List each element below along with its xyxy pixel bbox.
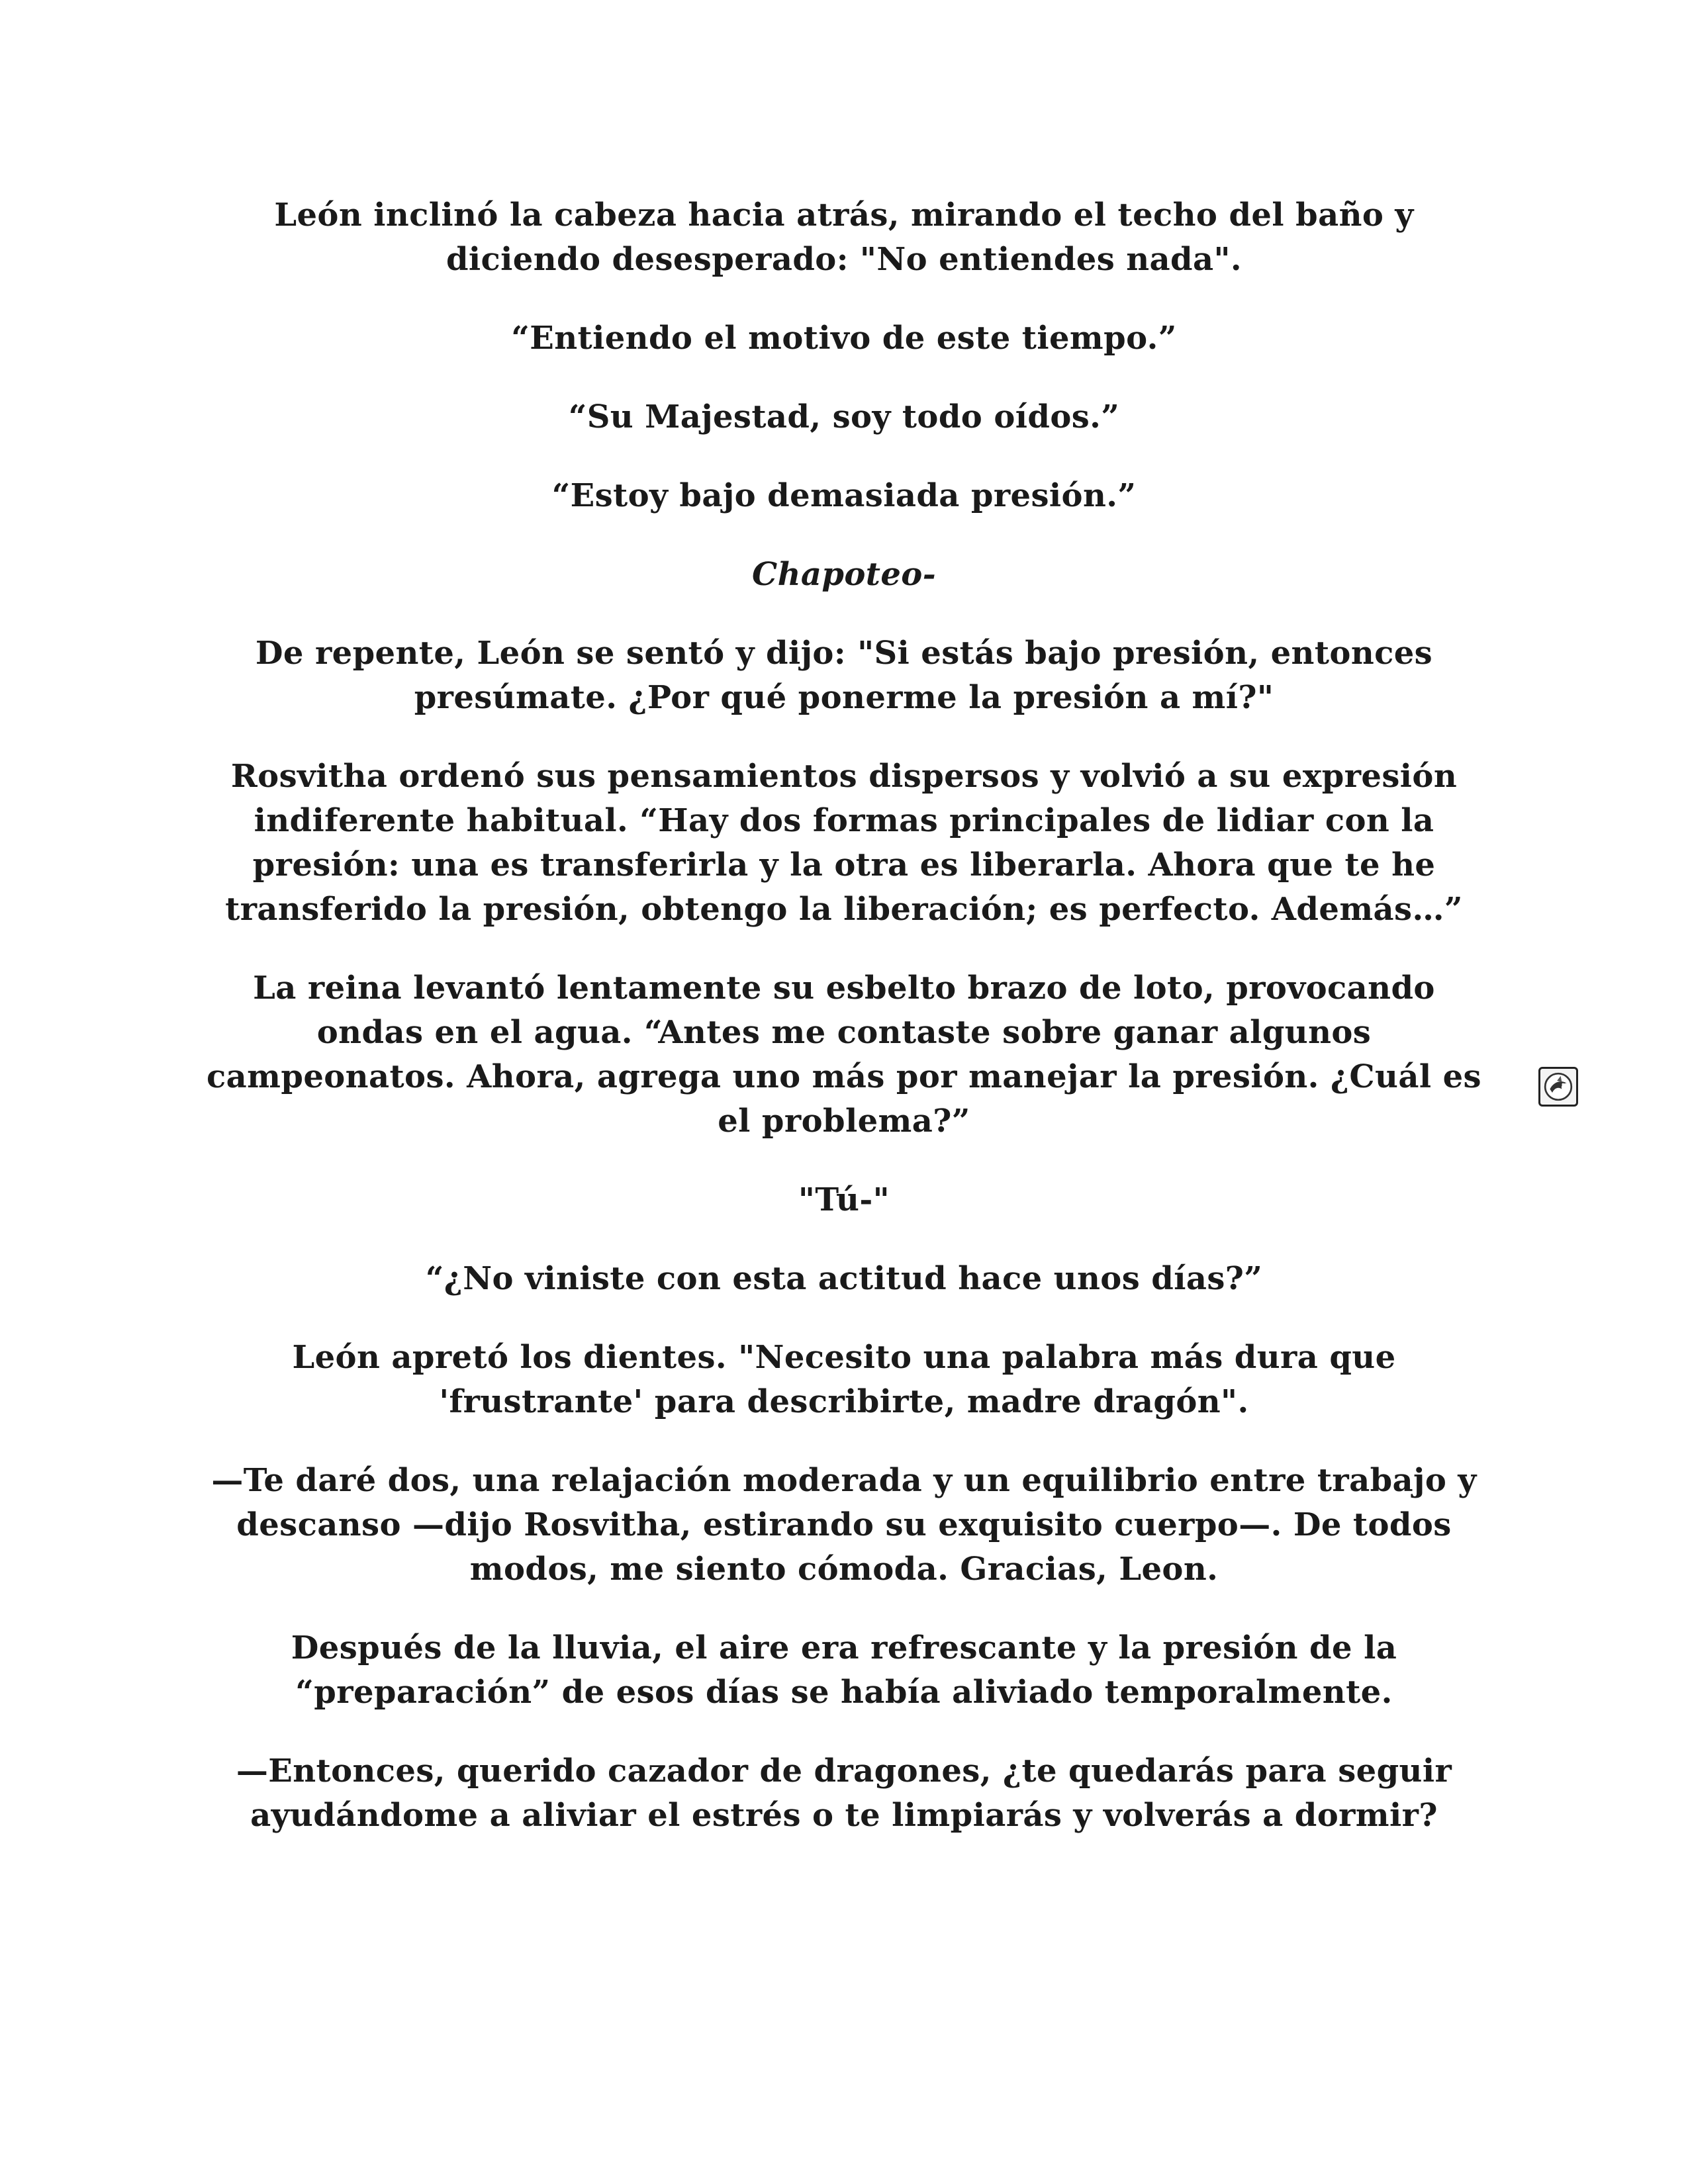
paragraph-13: Después de la lluvia, el aire era refrescante y la presión de la “preparación” de esos días se había aliviado temporalmente. bbox=[291, 1629, 1397, 1711]
paragraph-2: “Entiendo el motivo de este tiempo.” bbox=[511, 320, 1177, 357]
paragraph-8: La reina levantó lentamente su esbelto brazo de loto, provocando ondas en el agua. “Antes me contaste sobre ganar algunos campeonatos. Ahora, agrega uno más por manejar la presión. ¿Cuál es el problema?” bbox=[207, 970, 1481, 1140]
document-body bbox=[199, 193, 1489, 1872]
paragraph-3: “Su Majestad, soy todo oídos.” bbox=[568, 398, 1120, 435]
dragon-emblem-icon bbox=[1538, 1067, 1578, 1107]
paragraph-6: De repente, León se sentó y dijo: "Si estás bajo presión, entonces presúmate. ¿Por qué ponerme la presión a mí?" bbox=[255, 635, 1433, 716]
paragraph-1: León inclinó la cabeza hacia atrás, mirando el techo del baño y diciendo desesperado: "No entiendes nada". bbox=[274, 197, 1414, 278]
paragraph-4: “Estoy bajo demasiada presión.” bbox=[551, 477, 1137, 514]
paragraph-12: —Te daré dos, una relajación moderada y un equilibrio entre trabajo y descanso —dijo Rosvitha, estirando su exquisito cuerpo—. De todos modos, me siento cómoda. Gracias, Leon. bbox=[211, 1462, 1477, 1588]
paragraph-5: Chapoteo- bbox=[751, 556, 937, 593]
paragraph-14: —Entonces, querido cazador de dragones, ¿te quedarás para seguir ayudándome a aliviar el estrés o te limpiarás y volverás a dormir? bbox=[236, 1752, 1452, 1834]
paragraph-9: "Tú-" bbox=[798, 1181, 890, 1218]
paragraph-10: “¿No viniste con esta actitud hace unos días?” bbox=[425, 1260, 1263, 1297]
paragraph-7: Rosvitha ordenó sus pensamientos dispersos y volvió a su expresión indiferente habitual. “Hay dos formas principales de lidiar con la presión: una es transferirla y la otra es liberarla. Ahora que te he transferido la presión, obtengo la liberación; es perfecto. Además…” bbox=[225, 758, 1463, 928]
paragraph-11: León apretó los dientes. "Necesito una palabra más dura que 'frustrante' para describirte, madre dragón". bbox=[292, 1339, 1396, 1420]
